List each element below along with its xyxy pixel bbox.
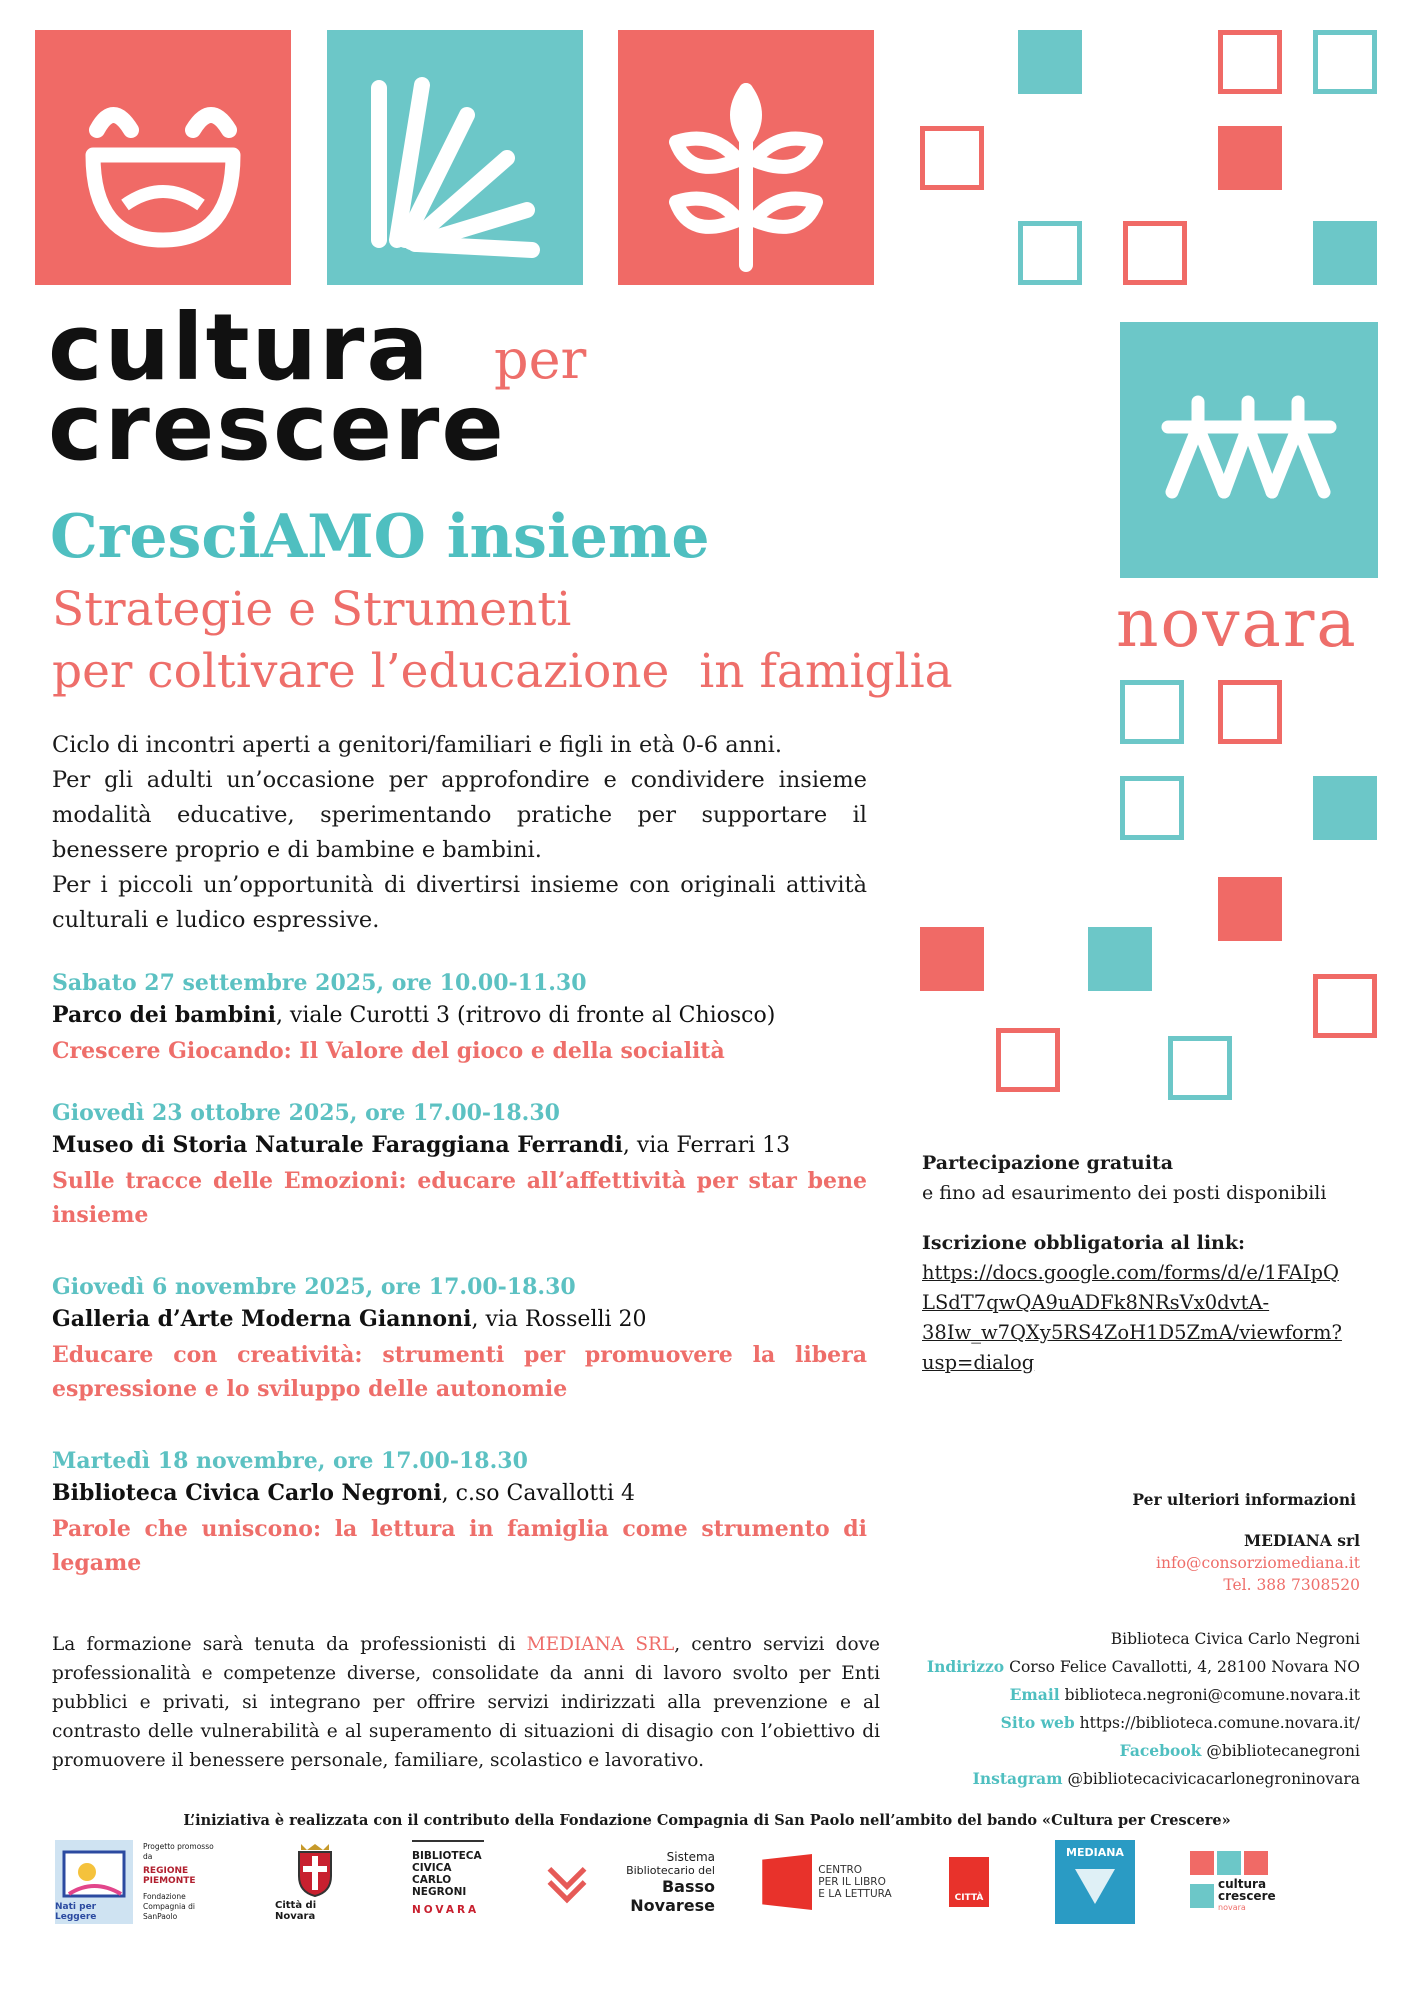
centro-text <box>818 1864 891 1900</box>
promoters-logo <box>143 1840 223 1924</box>
leaf-tile <box>618 30 874 285</box>
deco-square <box>920 126 984 190</box>
event-4 <box>52 1448 867 1580</box>
deco-square <box>920 927 984 991</box>
deco-square <box>1218 877 1282 941</box>
event-topic: Parole che uniscono: la lettura in famiglia come strumento di legame <box>52 1516 867 1576</box>
mini-tile <box>1190 1851 1214 1875</box>
mini-tile <box>1217 1851 1241 1875</box>
mini-tile <box>1190 1884 1214 1908</box>
sistema-text <box>589 1850 715 1915</box>
brand-title-per: per <box>494 328 587 391</box>
deco-square <box>1313 974 1377 1038</box>
participation-text: e fino ad esaurimento dei posti disponibili <box>922 1182 1327 1204</box>
intro-paragraph: Per gli adulti un’occasione per approfondire e condividere insieme modalità educative, sperimentando pratiche per supportare il benessere proprio e di bambine e bambini. <box>52 767 867 863</box>
event-date: Giovedì 6 novembre 2025, ore 17.00-18.30 <box>52 1274 576 1300</box>
npl-logo <box>55 1840 133 1924</box>
novara-wordmark: novara <box>1116 585 1358 662</box>
signup-link[interactable] <box>922 1258 1372 1378</box>
intro-paragraph: Ciclo di incontri aperti a genitori/familiari e figli in età 0-6 anni. <box>52 732 782 758</box>
book-tile <box>327 30 583 285</box>
biblio-line: CARLO <box>412 1874 452 1886</box>
address-label: Indirizzo <box>926 1657 1005 1676</box>
brand-title-line2: crescere <box>48 374 506 481</box>
participation-box <box>922 1148 1372 1378</box>
sistema-bibliotecario-logo <box>545 1840 715 1924</box>
sistema-line: Basso Novarese <box>630 1876 715 1915</box>
event-topic: Sulle tracce delle Emozioni: educare all’affettività per star bene insieme <box>52 1168 867 1228</box>
signup-link-line[interactable]: usp=dialog <box>922 1351 1035 1374</box>
subtitle-line1: Strategie e Strumenti <box>52 582 572 637</box>
mediana-label: MEDIANA <box>1066 1846 1124 1859</box>
event-2 <box>52 1100 867 1232</box>
library-name: Biblioteca Civica Carlo Negroni <box>1110 1630 1360 1648</box>
signup-link-line[interactable]: 38Iw_w7QXy5RS4ZoH1D5ZmA/viewform? <box>922 1321 1342 1344</box>
site-label: Sito web <box>1000 1713 1075 1732</box>
instagram-value[interactable]: @bibliotecacivicacarlonegroninovara <box>1067 1770 1360 1788</box>
mini-bottom <box>1190 1878 1276 1914</box>
mediana-mark-icon <box>1070 1859 1120 1909</box>
plant-icon <box>618 30 874 285</box>
event-address: , via Ferrari 13 <box>622 1133 791 1158</box>
event-date: Giovedì 23 ottobre 2025, ore 17.00-18.30 <box>52 1100 560 1126</box>
regione-label: REGIONE PIEMONTE <box>143 1866 196 1886</box>
signup-link-line[interactable]: LSdT7qwQA9uADFk8NRsVx0dvtA- <box>922 1291 1270 1314</box>
site-value[interactable]: https://biblioteca.comune.novara.it/ <box>1079 1714 1360 1732</box>
deco-square <box>1218 30 1282 94</box>
biblio-line: NEGRONI <box>412 1886 467 1898</box>
citta-label: Città di Novara <box>275 1900 317 1922</box>
deco-square <box>1313 30 1377 94</box>
mini-line: cultura <box>1218 1876 1267 1891</box>
event-address: , c.so Cavallotti 4 <box>441 1481 636 1506</box>
event-address: , via Rosselli 20 <box>471 1307 647 1332</box>
deco-square <box>1088 927 1152 991</box>
biblio-line: CIVICA <box>412 1862 452 1874</box>
footer-text-2: , centro servizi dove professionalità e competenze diverse, consolidate da anni di lavoro svolto per Enti pubblici e privati, si integrano per offrire servizi indirizzati alla prevenzione e al contrasto delle vulnerabilità e al superamento di situazioni di disagio con l’obiettivo di promuovere il benessere personale, familiare, scolastico e lavorativo. <box>52 1634 880 1771</box>
citta-novara-logo <box>275 1840 355 1924</box>
event-topic: Educare con creatività: strumenti per promuovere la libera espressione e lo sviluppo delle autonomie <box>52 1342 867 1402</box>
open-book-icon <box>327 30 583 285</box>
book-reading-icon <box>59 1848 129 1902</box>
deco-square <box>1168 1036 1232 1100</box>
centro-line: PER IL LIBRO <box>818 1876 886 1888</box>
smile-icon <box>35 30 291 285</box>
event-venue: Galleria d’Arte Moderna Giannoni <box>52 1306 472 1332</box>
library-facebook <box>860 1737 1360 1765</box>
facebook-value[interactable]: @bibliotecanegroni <box>1206 1742 1360 1760</box>
biblio-line: NOVARA <box>412 1904 480 1916</box>
biblio-line: BIBLIOTECA <box>412 1850 482 1862</box>
facebook-label: Facebook <box>1119 1741 1202 1760</box>
mediana-description <box>52 1630 880 1775</box>
event-address: , viale Curotti 3 (ritrovo di fronte al Chiosco) <box>275 1003 776 1028</box>
deco-square <box>1313 776 1377 840</box>
event-topic: Crescere Giocando: Il Valore del gioco e della socialità <box>52 1038 725 1064</box>
mediana-logo <box>1055 1840 1135 1924</box>
event-place <box>52 1480 867 1506</box>
company-email[interactable]: info@consorziomediana.it <box>1156 1554 1360 1572</box>
page-title: CresciAMO insieme <box>50 502 710 572</box>
company-phone: Tel. 388 7308520 <box>1223 1576 1360 1594</box>
citta-lettore-logo <box>945 1840 993 1924</box>
email-label: Email <box>1009 1685 1060 1704</box>
event-date: Martedì 18 novembre, ore 17.00-18.30 <box>52 1448 528 1474</box>
event-venue: Museo di Storia Naturale Faraggiana Ferrandi <box>52 1132 623 1158</box>
coat-of-arms-icon <box>293 1842 337 1898</box>
event-place <box>52 1002 867 1028</box>
library-email <box>860 1681 1360 1709</box>
deco-square <box>1120 776 1184 840</box>
signup-link-line[interactable]: https://docs.google.com/forms/d/e/1FAIpQ <box>922 1261 1339 1284</box>
email-value[interactable]: biblioteca.negroni@comune.novara.it <box>1064 1686 1360 1704</box>
sistema-mark-icon <box>545 1852 589 1912</box>
library-instagram <box>860 1765 1360 1793</box>
novara-logo-tile <box>1120 322 1378 578</box>
centro-mark <box>762 1854 812 1910</box>
intro-paragraph: Per i piccoli un’opportunità di divertirsi insieme con originali attività culturali e ludico espressive. <box>52 872 867 933</box>
company-name: MEDIANA srl <box>1243 1531 1360 1550</box>
participation-title: Partecipazione gratuita <box>922 1152 1174 1174</box>
deco-square <box>1123 221 1187 285</box>
promo-label: Progetto promosso da <box>143 1842 214 1861</box>
library-address <box>860 1653 1360 1681</box>
event-place <box>52 1132 867 1158</box>
event-3 <box>52 1274 867 1406</box>
deco-square <box>1018 30 1082 94</box>
citta-lettore-mark: CITTÀ <box>949 1857 989 1907</box>
event-date: Sabato 27 settembre 2025, ore 10.00-11.30 <box>52 970 587 996</box>
mini-text <box>1218 1878 1276 1914</box>
mini-tiles <box>1190 1851 1268 1875</box>
smile-tile <box>35 30 291 285</box>
cultura-crescere-mini-logo <box>1190 1840 1300 1924</box>
deco-square <box>1018 221 1082 285</box>
npl-label: Nati per Leggere <box>55 1902 97 1922</box>
sponsor-note: L’iniziativa è realizzata con il contributo della Fondazione Compagnia di San Paolo nell’ambito del bando «Cultura per Crescere» <box>183 1812 1231 1829</box>
novara-symbol-icon <box>1120 322 1378 578</box>
sistema-line: Bibliotecario del <box>626 1863 715 1877</box>
library-contacts <box>860 1625 1360 1793</box>
biblioteca-negroni-logo <box>412 1840 484 1924</box>
mini-line: novara <box>1218 1902 1246 1912</box>
event-place <box>52 1306 867 1332</box>
contacts-box <box>900 1490 1360 1594</box>
more-info-title: Per ulteriori informazioni <box>1132 1490 1356 1509</box>
signup-title: Iscrizione obbligatoria al link: <box>922 1232 1246 1254</box>
deco-square <box>1120 680 1184 744</box>
event-venue: Parco dei bambini <box>52 1002 276 1028</box>
address-value: Corso Felice Cavallotti, 4, 28100 Novara NO <box>1009 1658 1360 1676</box>
library-site <box>860 1709 1360 1737</box>
instagram-label: Instagram <box>972 1769 1063 1788</box>
subtitle-line2: per coltivare l’educazione in famiglia <box>52 644 953 699</box>
event-venue: Biblioteca Civica Carlo Negroni <box>52 1480 442 1506</box>
centro-line: E LA LETTURA <box>818 1888 892 1900</box>
deco-square <box>1218 680 1282 744</box>
intro-text <box>52 728 867 938</box>
deco-square <box>1313 221 1377 285</box>
mini-line: crescere <box>1218 1888 1276 1903</box>
mini-tile <box>1244 1851 1268 1875</box>
centro-line: CENTRO <box>818 1864 863 1876</box>
brand-title-line1: cultura <box>48 294 431 401</box>
event-1 <box>52 970 867 1068</box>
fondazione-label: Fondazione Compagnia di SanPaolo <box>143 1892 195 1921</box>
footer-mediana: MEDIANA SRL <box>526 1634 675 1655</box>
deco-square <box>1218 126 1282 190</box>
footer-text-1: La formazione sarà tenuta da professionisti di <box>52 1634 527 1655</box>
sistema-line: Sistema <box>666 1849 715 1864</box>
centro-libro-logo <box>752 1840 902 1924</box>
deco-square <box>996 1028 1060 1092</box>
